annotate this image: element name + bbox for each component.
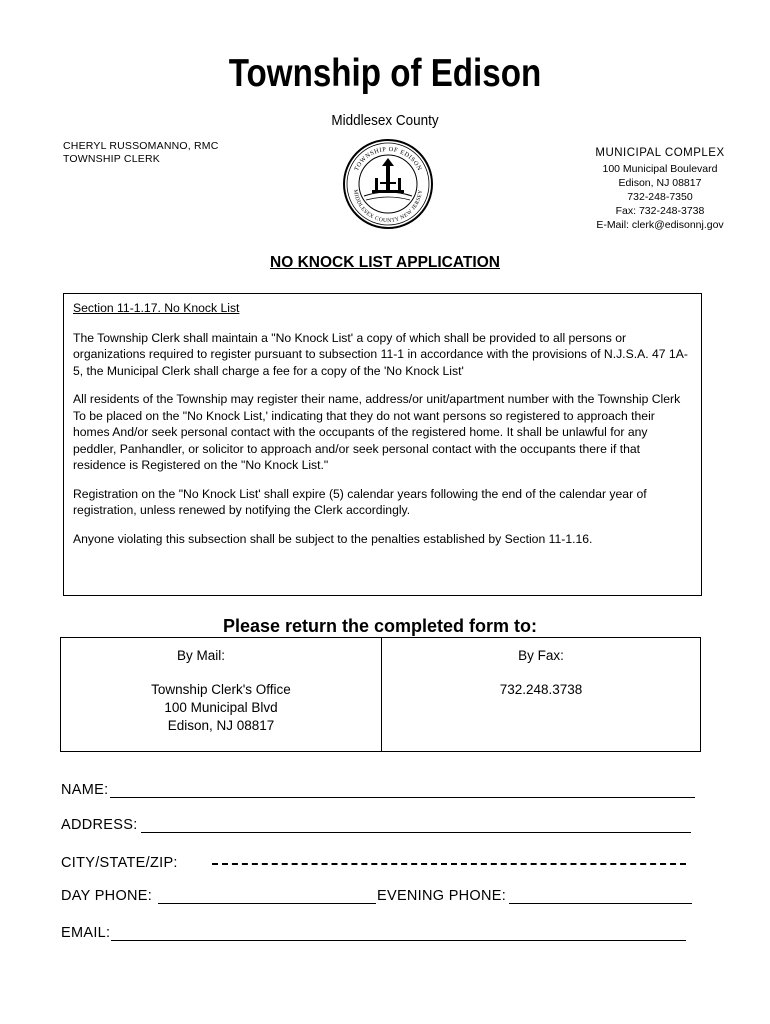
county-subtitle: Middlesex County bbox=[331, 112, 439, 129]
complex-address-line1: 100 Municipal Boulevard bbox=[602, 163, 718, 175]
clerk-title: TOWNSHIP CLERK bbox=[63, 153, 160, 165]
return-by-fax bbox=[381, 647, 701, 699]
email-field[interactable] bbox=[111, 940, 686, 941]
return-box bbox=[60, 637, 701, 752]
return-heading: Please return the completed form to: bbox=[222, 616, 538, 636]
fax-number: 732.248.3738 bbox=[499, 682, 583, 697]
return-by-mail bbox=[61, 647, 381, 735]
clerk-name: CHERYL RUSSOMANNO, RMC bbox=[63, 140, 219, 152]
ordinance-paragraph-3: Registration on the "No Knock List' shall expire (5) calendar years following the end of the calendar year of registration, unless renewed by notifying the Clerk accordingly. bbox=[73, 486, 647, 517]
complex-phone: 732-248-7350 bbox=[627, 191, 693, 203]
mail-address-line1: Township Clerk's Office bbox=[151, 682, 291, 697]
evening-phone-field-label: EVENING PHONE: bbox=[377, 888, 507, 904]
city-state-zip-field-label: CITY/STATE/ZIP: bbox=[61, 855, 178, 871]
ordinance-paragraph-4: Anyone violating this subsection shall be subject to the penalties established by Section 11-1.16. bbox=[73, 531, 593, 546]
mail-address-line2: 100 Municipal Blvd bbox=[164, 700, 278, 715]
ordinance-paragraph-1: The Township Clerk shall maintain a "No Knock List' a copy of which shall be provided to all persons or organizations required to register pursuant to subsection 11-1 in accordance with the provisions of N.J.S.A. 47 1A-5, the Municipal Clerk shall charge a fee for a copy of the 'No Knock List' bbox=[73, 330, 688, 378]
city-state-zip-field[interactable] bbox=[212, 863, 686, 865]
seal-top-text: TOWNSHIP OF EDISON bbox=[352, 145, 423, 173]
mail-address-line3: Edison, NJ 08817 bbox=[167, 718, 275, 733]
by-fax-label: By Fax: bbox=[518, 648, 564, 663]
application-title: NO KNOCK LIST APPLICATION bbox=[270, 254, 500, 271]
name-field-label: NAME: bbox=[61, 782, 109, 798]
email-field-label: EMAIL: bbox=[61, 925, 111, 941]
evening-phone-field[interactable] bbox=[509, 903, 692, 904]
clerk-info bbox=[63, 140, 219, 166]
ordinance-paragraph-2: All residents of the Township may register their name, address/or unit/apartment number with the Township Clerk To be placed on the "No Knock List,' indicating that they do not want persons so registered to approach their homes And/or seek personal contact with the occupants of the registered home. It shall be unlawful for any peddler, Panhandler, or solicitor to approach and/or seek personal contact with the occupants there if that residence is Registered on the "No Knock List." bbox=[73, 392, 681, 472]
complex-email: E-Mail: clerk@edisonnj.gov bbox=[596, 219, 724, 231]
complex-heading: MUNICIPAL COMPLEX bbox=[595, 147, 725, 159]
by-mail-label: By Mail: bbox=[176, 648, 225, 663]
address-field[interactable] bbox=[141, 832, 691, 833]
address-field-label: ADDRESS: bbox=[61, 817, 138, 833]
ordinance-section-heading: Section 11-1.17. No Knock List bbox=[73, 301, 240, 315]
ordinance-box bbox=[63, 293, 702, 596]
township-seal-icon bbox=[342, 138, 434, 230]
seal-bottom-text: MIDDLESEX COUNTY NEW JERSEY bbox=[351, 189, 425, 225]
complex-address-line2: Edison, NJ 08817 bbox=[618, 177, 702, 189]
day-phone-field-label: DAY PHONE: bbox=[61, 888, 153, 904]
page-title: Township of Edison bbox=[228, 52, 542, 95]
municipal-complex-info bbox=[560, 146, 760, 232]
day-phone-field[interactable] bbox=[158, 903, 376, 904]
complex-fax: Fax: 732-248-3738 bbox=[615, 205, 705, 217]
name-field[interactable] bbox=[110, 797, 695, 798]
